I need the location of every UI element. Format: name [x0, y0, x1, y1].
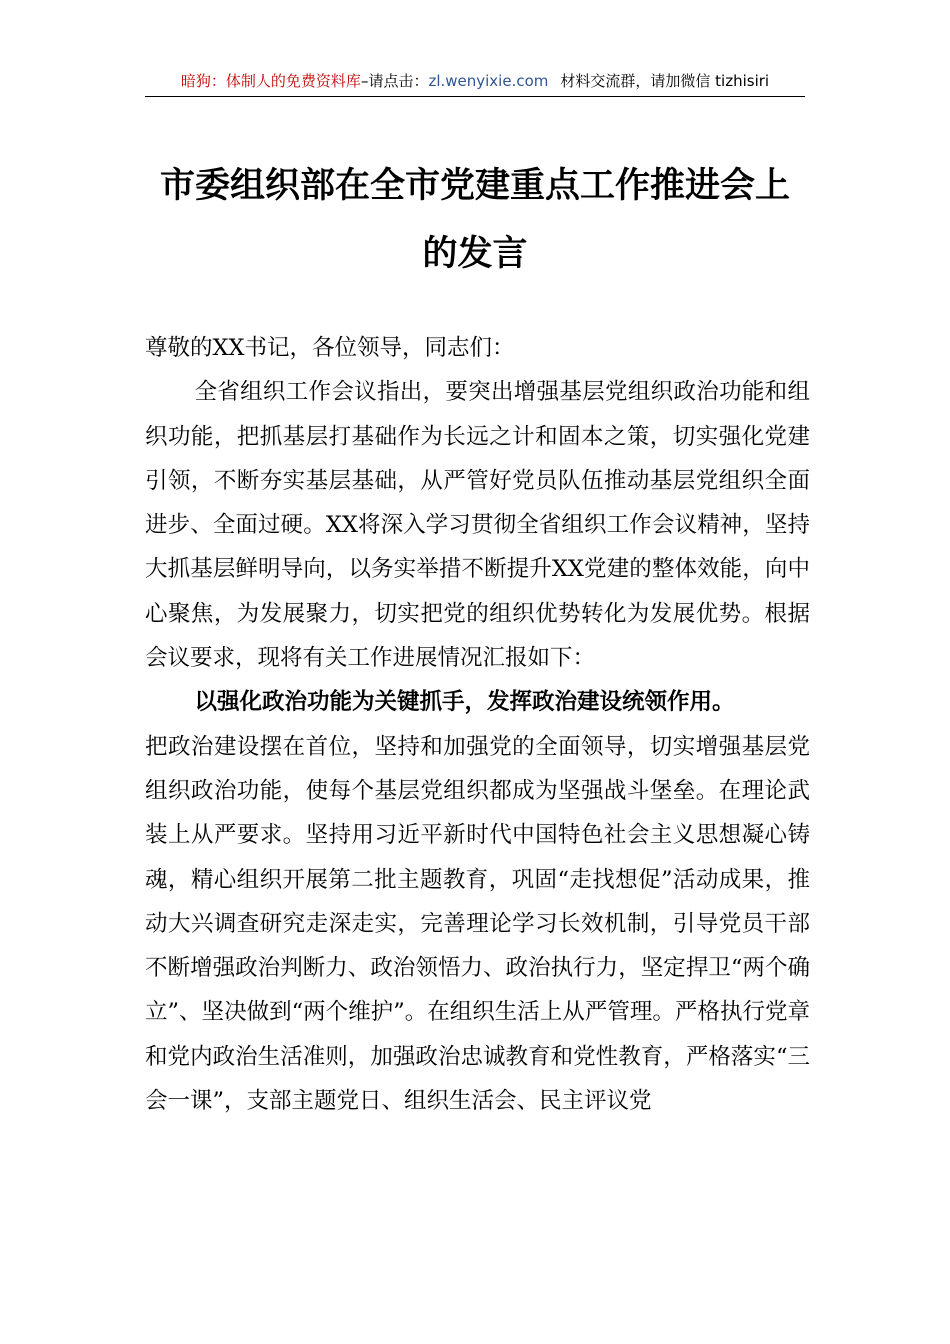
title-line-2: 的发言 — [422, 233, 528, 274]
page-header — [145, 66, 805, 97]
document-body — [145, 326, 810, 1123]
header-brand: 暗狗：体制人的免费资料库 — [180, 72, 361, 90]
intro-paragraph: 全省组织工作会议指出，要突出增强基层党组织政治功能和组织功能，把抓基层打基础作为长远之计和固本之策，切实强化党建引领，不断夯实基层基础，从严管好党员队伍推动基层党组织全面进步、全面过硬。XX将深入学习贯彻全省组织工作会议精神，坚持大抓基层鲜明导向，以务实举措不断提升XX党建的整体效能，向中心聚焦，为发展聚力，切实把党的组织优势转化为发展优势。根据会议要求，现将有关工作进展情况汇报如下： — [145, 379, 810, 672]
header-wechat-group: 材料交流群，请加微信 tizhisiri — [560, 72, 770, 90]
title-line-1: 市委组织部在全市党建重点工作推进会上 — [159, 165, 790, 206]
header-url-link[interactable]: zl.wenyixie.com — [428, 72, 549, 90]
section-heading: 以强化政治功能为关键抓手，发挥政治建设统领作用。 — [194, 689, 735, 716]
document-title — [145, 152, 805, 288]
salutation: 尊敬的XX书记，各位领导，同志们： — [145, 335, 515, 361]
header-click-prompt: –请点击： — [360, 72, 429, 90]
body-paragraph: 把政治建设摆在首位，坚持和加强党的全面领导，切实增强基层党组织政治功能，使每个基层党组织都成为坚强战斗堡垒。在理论武装上从严要求。坚持用习近平新时代中国特色社会主义思想凝心铸魂，精心组织开展第二批主题教育，巩固“走找想促”活动成果，推动大兴调查研究走深走实，完善理论学习长效机制，引导党员干部不断增强政治判断力、政治领悟力、政治执行力，坚定捍卫“两个确立”、坚决做到“两个维护”。在组织生活上从严管理。严格执行党章和党内政治生活准则，加强政治忠诚教育和党性教育，严格落实“三会一课”，支部主题党日、组织生活会、民主评议党 — [145, 733, 810, 1115]
